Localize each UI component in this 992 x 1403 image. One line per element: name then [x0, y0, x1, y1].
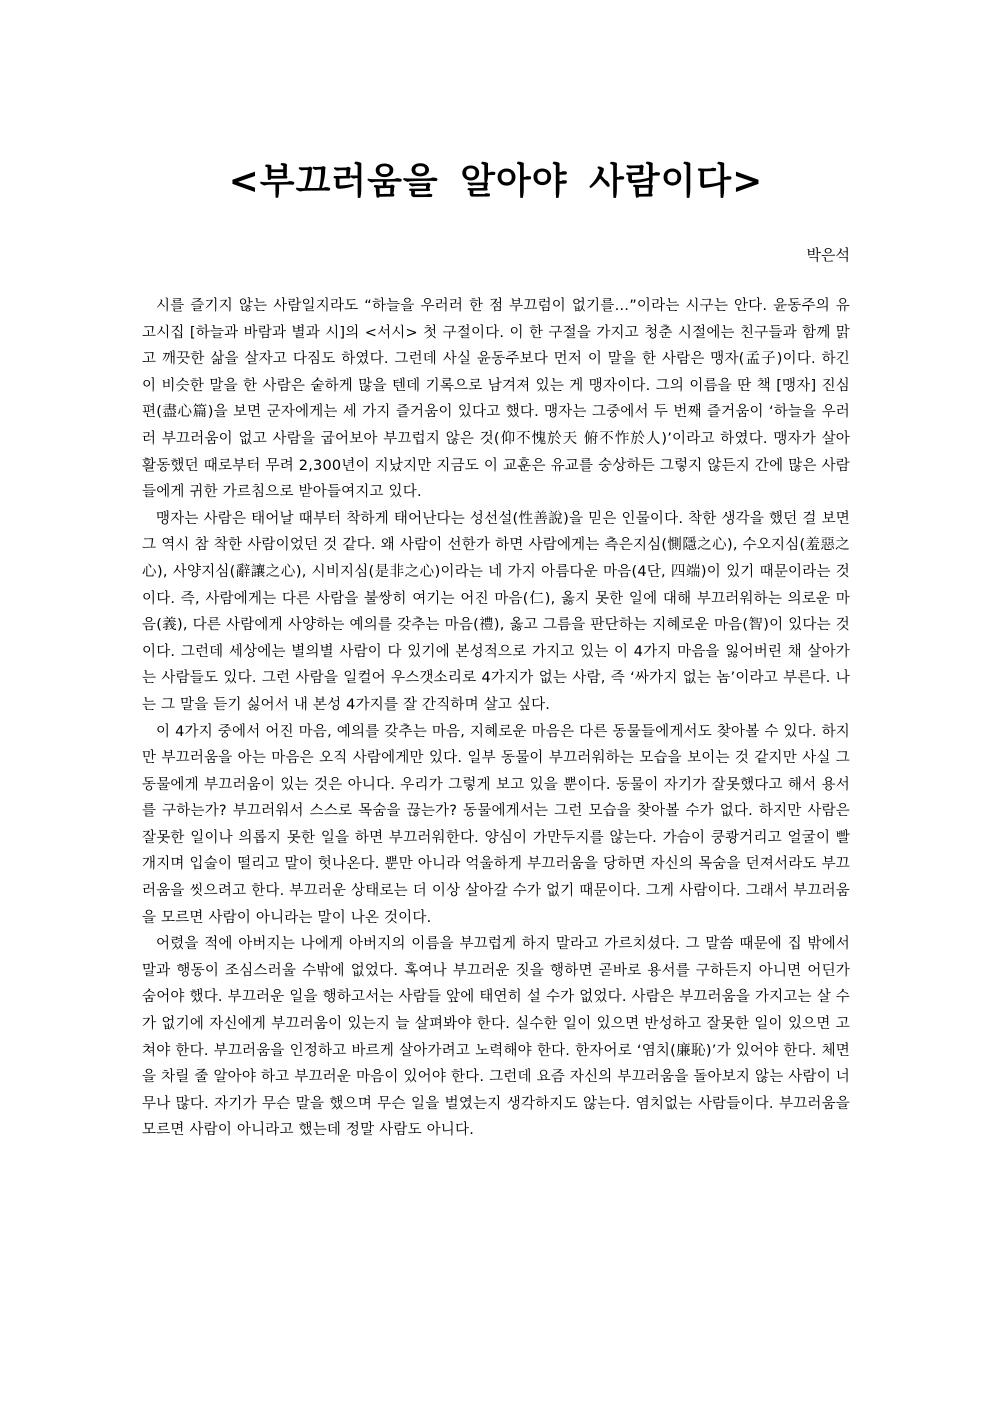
body-paragraph: 어렸을 적에 아버지는 나에게 아버지의 이름을 부끄럽게 하지 말라고 가르치셨다. 그 말씀 때문에 집 밖에서 말과 행동이 조심스러울 수밖에 없었다. 혹여나 부끄러운 짓을 행하면 곧바로 용서를 구하든지 아니면 어딘가 숨어야 했다. 부끄러운 일을 행하고서는 사람들 앞에 태연히 설 수가 없었다. 사람은 부끄러움을 가지고는 살 수가 없기에 자신에게 부끄러움이 있는지 늘 살펴봐야 한다. 실수한 일이 있으면 반성하고 잘못한 일이 있으면 고쳐야 한다. 부끄러움을 인정하고 바르게 살아가려고 노력해야 한다. 한자어로 ‘염치(廉恥)’가 있어야 한다. 체면을 차릴 줄 알아야 하고 부끄러운 마음이 있어야 한다. 그런데 요즘 자신의 부끄러움을 돌아보지 않는 사람이 너무나 많다. 자기가 무슨 말을 했으며 무슨 일을 벌였는지 생각하지도 않는다. 염치없는 사람들이다. 부끄러움을 모르면 사람이 아니라고 했는데 정말 사람도 아니다.	[142, 936, 850, 1139]
body-paragraph: 맹자는 사람은 태어날 때부터 착하게 태어난다는 성선설(性善說)을 믿은 인물이다. 착한 생각을 했던 걸 보면 그 역시 참 착한 사람이었던 것 같다. 왜 사람이 선한가 하면 사람에게는 측은지심(惻隱之心), 수오지심(羞惡之心), 사양지심(辭讓之心), 시비지심(是非之心)이라는 네 가지 아름다운 마음(4단, 四端)이 있기 때문이라는 것이다. 즉, 사람에게는 다른 사람을 불쌍히 여기는 어진 마음(仁), 옳지 못한 일에 대해 부끄러워하는 의로운 마음(義), 다른 사람에게 사양하는 예의를 갖추는 마음(禮), 옳고 그름을 판단하는 지혜로운 마음(智)이 있다는 것이다. 그런데 세상에는 별의별 사람이 다 있기에 본성적으로 가지고 있는 이 4가지 마음을 잃어버린 채 살아가는 사람들도 있다. 그런 사람을 일컬어 우스갯소리로 4가지가 없는 사람, 즉 ‘싸가지 없는 놈’이라고 부른다. 나는 그 말을 듣기 싫어서 내 본성 4가지를 잘 간직하며 살고 싶다.	[142, 510, 850, 713]
body-paragraph: 이 4가지 중에서 어진 마음, 예의를 갖추는 마음, 지혜로운 마음은 다른 동물들에게서도 찾아볼 수 있다. 하지만 부끄러움을 아는 마음은 오직 사람에게만 있다. 일부 동물이 부끄러워하는 모습을 보이는 것 같지만 사실 그 동물에게 부끄러움이 있는 것은 아니다. 우리가 그렇게 보고 있을 뿐이다. 동물이 자기가 잘못했다고 해서 용서를 구하는가? 부끄러워서 스스로 목숨을 끊는가? 동물에게서는 그런 모습을 찾아볼 수가 없다. 하지만 사람은 잘못한 일이나 의롭지 못한 일을 하면 부끄러워한다. 양심이 가만두지를 않는다. 가슴이 쿵쾅거리고 얼굴이 빨개지며 입술이 떨리고 말이 헛나온다. 뿐만 아니라 억울하게 부끄러움을 당하면 자신의 목숨을 던져서라도 부끄러움을 씻으려고 한다. 부끄러운 상태로는 더 이상 살아갈 수가 없기 때문이다. 그게 사람이다. 그래서 부끄러움을 모르면 사람이 아니라는 말이 나온 것이다.	[142, 723, 850, 926]
document-title: <부끄러움을 알아야 사람이다>	[228, 161, 764, 202]
body-paragraph: 시를 즐기지 않는 사람일지라도 “하늘을 우러러 한 점 부끄럼이 없기를…”이라는 시구는 안다. 윤동주의 유고시집 [하늘과 바람과 별과 시]의 <서시> 첫 구절이다. 이 한 구절을 가지고 청춘 시절에는 친구들과 함께 맑고 깨끗한 삶을 살자고 다짐도 하였다. 그런데 사실 윤동주보다 먼저 이 말을 한 사람은 맹자(孟子)이다. 하긴 이 비슷한 말을 한 사람은 숱하게 많을 텐데 기록으로 남겨져 있는 게 맹자이다. 그의 이름을 딴 책 [맹자] 진심편(盡心篇)을 보면 군자에게는 세 가지 즐거움이 있다고 했다. 맹자는 그중에서 두 번째 즐거움이 ‘하늘을 우러러 부끄러움이 없고 사람을 굽어보아 부끄럽지 않은 것(仰不愧於天 俯不怍於人)’이라고 하였다. 맹자가 살아 활동했던 때로부터 무려 2,300년이 지났지만 지금도 이 교훈은 유교를 숭상하든 그렇지 않든지 간에 많은 사람들에게 귀한 가르침으로 받아들여지고 있다.	[142, 298, 850, 501]
document-body	[142, 293, 850, 1144]
author-name: 박은석	[806, 246, 850, 264]
